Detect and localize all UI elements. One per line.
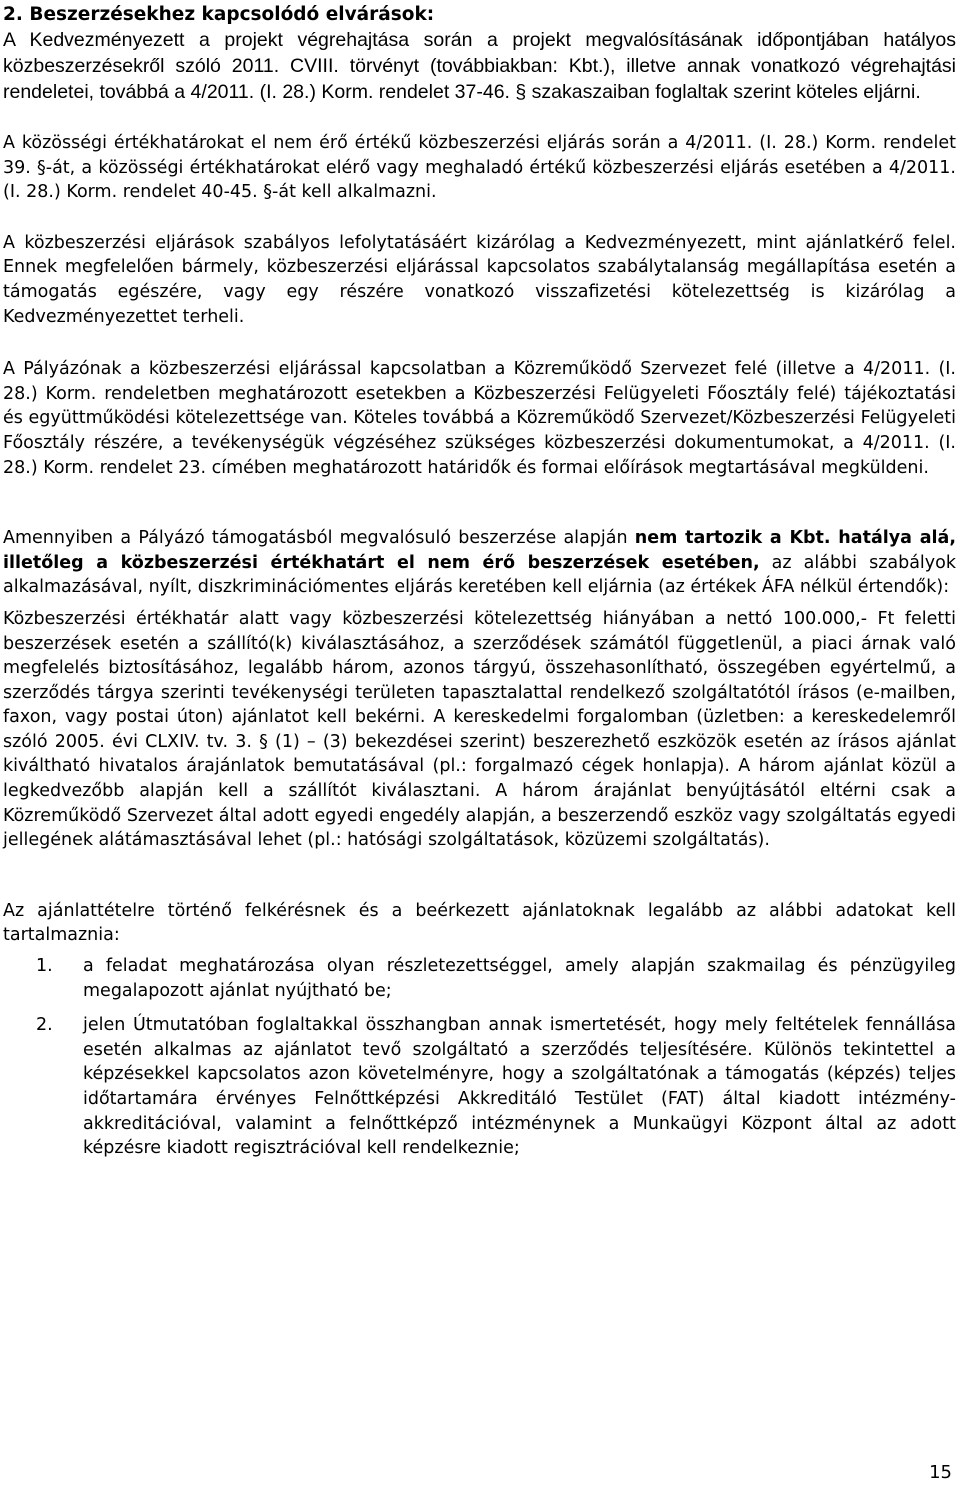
paragraph-responsibility: A közbeszerzési eljárások szabályos lefolytatásáért kizárólag a Kedvezményezett, mint ajánlatkérő felel. Ennek megfelelően bármely, közbeszerzési eljárással kapcsolatos szabálytalanság megállapítása esetén a támogatás egészére, vagy egy részére vonatkozó visszafizetési kötelezettség is kizárólag a Kedvezményezettet terheli. <box>3 232 956 327</box>
page-number: 15 <box>929 1462 952 1483</box>
list-item-number: 2. <box>36 1015 53 1036</box>
p5-start: Amennyiben a Pályázó támogatásból megvalósuló beszerzése alapján <box>3 528 635 549</box>
paragraph-three-offers: Közbeszerzési értékhatár alatt vagy közbeszerzési kötelezettség hiányában a nettó 100.000,- Ft feletti beszerzések esetén a szállító(k) kiválasztásához, a szerződések számától függetlenül, a piaci árnak való megfelelés biztosításához, legalább három, azonos tárgyú, összehasonlítható, összegében egyértelmű, a szerződés tárgya szerinti tevékenységi területen tapasztalattal rendelkező szolgáltatótól írásos (e-mailben, faxon, vagy postai úton) ajánlatot kell bekérni. A kereskedelmi forgalomban (üzletben: a kereskedelemről szóló 2005. évi CLXIV. tv. 3. § (1) – (3) bekezdései szerint) beszerezhető eszközök esetén az írásos ajánlat kiváltható hivatalos árajánlatok bemutatásával (pl.: forgalmazó cégek honlapja). A három ajánlat közül a legkedvezőbb alapján kell a szállítót kiválasztani. A három árajánlat benyújtásától eltérni csak a Közreműködő Szervezet által adott egyedi engedély alapján, a beszerzendő eszköz vagy szolgáltatás egyedi jellegének alátámasztásával lehet (pl.: hatósági szolgáltatások, közüzemi szolgáltatás). <box>3 608 956 851</box>
list-item-text: a feladat meghatározása olyan részletezettséggel, amely alapján szakmailag és pénzügyileg megalapozott ajánlat nyújtható be; <box>83 956 956 1001</box>
offer-requirements-list <box>3 954 956 1161</box>
paragraph-cooperation: A Pályázónak a közbeszerzési eljárással kapcsolatban a Közreműködő Szervezet felé (illetve a 4/2011. (I. 28.) Korm. rendeletben meghatározott esetekben a Közbeszerzési Felügyeleti Főosztály felé) tájékoztatási és együttműködési kötelezettsége van. Köteles továbbá a Közreműködő Szervezet/Közbeszerzési Felügyeleti Főosztály részére, a tevékenységük végzéséhez szükséges közbeszerzési dokumentumokat, a 4/2011. (I. 28.) Korm. rendelet 23. címében meghatározott határidők és formai előírások megtartásával megküldeni. <box>3 359 956 478</box>
paragraph-kbt-obligation: A Kedvezményezett a projekt végrehajtása során a projekt megvalósításának időpontjában hatályos közbeszerzésekről szóló 2011. CVIII. törvényt (továbbiakban: Kbt.), illetve annak vonatkozó végrehajtási rendeletei, továbbá a 4/2011. (I. 28.) Korm. rendelet 37-46. § szakaszaiban foglaltak szerint köteles eljárni. <box>3 29 956 103</box>
list-item-number: 1. <box>36 956 53 977</box>
paragraph-non-kbt-procurement <box>3 526 956 600</box>
section-heading: 2. Beszerzésekhez kapcsolódó elvárások: <box>3 4 435 25</box>
paragraph-offer-contents: Az ajánlattételre történő felkérésnek és a beérkezett ajánlatoknak legalább az alábbi adatokat kell tartalmaznia: <box>3 900 956 946</box>
document-page <box>3 3 956 1171</box>
list-item <box>3 1013 956 1161</box>
p5-end: az alábbi szabályok alkalmazásával, nyílt, diszkriminációmentes eljárás keretében kell eljárnia (az értékek ÁFA nélkül értendők): <box>3 552 956 598</box>
paragraph-threshold-rules: A közösségi értékhatárokat el nem érő értékű közbeszerzési eljárás során a 4/2011. (I. 28.) Korm. rendelet 39. §-át, a közösségi értékhatárokat elérő vagy meghaladó értékű közbeszerzési eljárás esetében a 4/2011. (I. 28.) Korm. rendelet 40-45. §-át kell alkalmazni. <box>3 133 956 203</box>
list-item-text: jelen Útmutatóban foglaltakkal összhangban annak ismertetését, hogy mely feltételek fennállása esetén alkalmas az ajánlatot tevő szolgáltató a szerződés teljesítésére. Különös tekintettel a képzésekkel kapcsolatos azon követelményre, hogy a szolgáltatónak a támogatás (képzés) teljes időtartamára érvényes Felnőttképzési Akkreditáló Testület (FAT) által kiadott intézmény-akkreditációval, valamint a felnőttképző intézménynek a Munkaügyi Központ által az adott képzésre kiadott regisztrációval kell rendelkeznie; <box>83 1015 956 1159</box>
list-item <box>3 954 956 1003</box>
p5-bold: nem tartozik a Kbt. hatálya alá, illetőleg a közbeszerzési értékhatárt el nem érő beszerzések esetében, <box>3 528 956 573</box>
